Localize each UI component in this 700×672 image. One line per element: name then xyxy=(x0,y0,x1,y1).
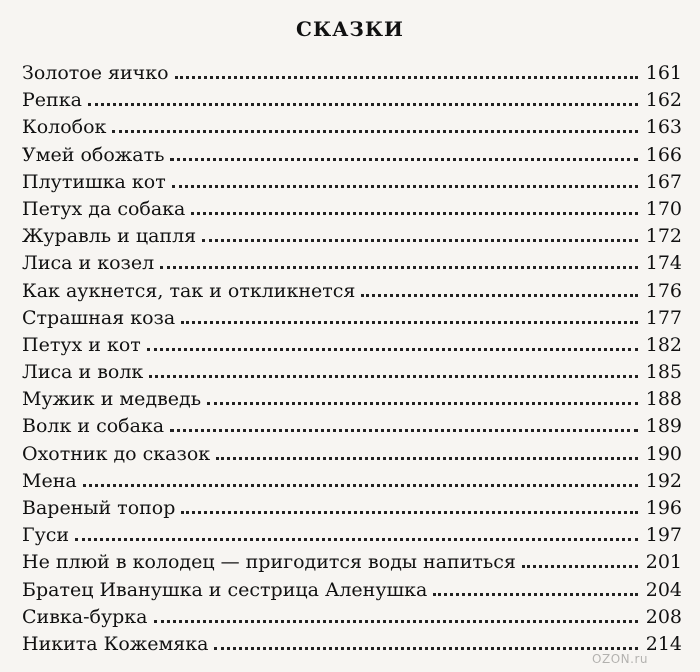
toc-entry-title: Вареный топор xyxy=(22,497,176,519)
toc-entry-page-number: 208 xyxy=(645,605,682,628)
toc-entry xyxy=(22,87,682,114)
toc-entry xyxy=(22,549,682,576)
toc-entry-page-number: 189 xyxy=(645,415,682,438)
dot-leader xyxy=(181,321,638,324)
dot-leader xyxy=(83,484,638,487)
dot-leader xyxy=(88,103,638,106)
toc-entry xyxy=(22,196,682,223)
toc-entry-page-number: 182 xyxy=(645,333,682,356)
toc-entry xyxy=(22,413,682,440)
toc-entry-page-number: 161 xyxy=(645,62,682,84)
toc-entry-page-number: 174 xyxy=(645,252,682,275)
section-title: СКАЗКИ xyxy=(296,17,404,41)
dot-leader xyxy=(170,158,637,161)
toc-entry xyxy=(22,359,682,386)
toc-entry-title: Золотое яичко xyxy=(22,62,169,84)
dot-leader xyxy=(75,538,638,541)
toc-entry-title: Волк и собака xyxy=(22,415,165,438)
toc-entry xyxy=(22,278,682,305)
watermark: OZON.ru xyxy=(592,652,648,666)
toc-entry-title: Не плюй в колодец — пригодится воды напиться xyxy=(22,551,516,574)
toc-entry-page-number: 214 xyxy=(645,632,682,655)
toc-entry-page-number: 201 xyxy=(645,551,682,574)
toc-entry-page-number: 204 xyxy=(645,578,682,601)
toc-entry-page-number: 167 xyxy=(645,170,682,193)
toc-entry xyxy=(22,577,682,604)
dot-leader xyxy=(361,294,637,297)
toc-entry-page-number: 197 xyxy=(645,524,682,547)
toc-entry-page-number: 190 xyxy=(645,442,682,465)
toc-entry-title: Страшная коза xyxy=(22,306,176,329)
toc-entry xyxy=(22,604,682,631)
dot-leader xyxy=(147,348,638,351)
toc-entry-title: Лиса и козел xyxy=(22,252,155,275)
dot-leader xyxy=(181,511,637,514)
toc-entry xyxy=(22,495,682,522)
toc-entry-title: Репка xyxy=(22,89,82,112)
toc-entry-title: Сивка-бурка xyxy=(22,605,148,628)
dot-leader xyxy=(170,429,638,432)
toc-entry-title: Журавль и цапля xyxy=(22,225,197,248)
toc-entry-page-number: 162 xyxy=(645,89,682,112)
toc-entry xyxy=(22,332,682,359)
toc-entry-title: Гуси xyxy=(22,524,70,547)
table-of-contents xyxy=(22,60,682,658)
toc-entry-page-number: 188 xyxy=(645,388,682,411)
dot-leader xyxy=(112,130,637,133)
dot-leader xyxy=(160,266,638,269)
dot-leader xyxy=(149,375,637,378)
toc-entry xyxy=(22,305,682,332)
toc-entry xyxy=(22,169,682,196)
toc-entry-title: Лиса и волк xyxy=(22,361,144,384)
dot-leader xyxy=(522,565,638,568)
toc-entry-page-number: 170 xyxy=(645,197,682,220)
toc-entry-title: Петух да собака xyxy=(22,197,186,220)
toc-entry xyxy=(22,142,682,169)
toc-entry xyxy=(22,114,682,141)
toc-entry xyxy=(22,223,682,250)
toc-entry-title: Колобок xyxy=(22,116,107,139)
dot-leader xyxy=(191,212,637,215)
toc-entry-title: Мужик и медведь xyxy=(22,388,202,411)
toc-entry xyxy=(22,468,682,495)
toc-entry xyxy=(22,250,682,277)
toc-entry-page-number: 163 xyxy=(645,116,682,139)
dot-leader xyxy=(175,76,638,79)
toc-entry-title: Мена xyxy=(22,469,77,492)
toc-entry-page-number: 192 xyxy=(645,469,682,492)
toc-entry-title: Никита Кожемяка xyxy=(22,632,209,655)
toc-entry xyxy=(22,631,682,658)
toc-entry-page-number: 185 xyxy=(645,361,682,384)
toc-entry-page-number: 177 xyxy=(645,306,682,329)
dot-leader xyxy=(154,620,638,623)
dot-leader xyxy=(207,402,638,405)
toc-entry-title: Плутишка кот xyxy=(22,170,166,193)
toc-entry-title: Как аукнется, так и откликнется xyxy=(22,279,356,302)
toc-entry-title: Умей обожать xyxy=(22,143,165,166)
toc-entry-title: Охотник до сказок xyxy=(22,442,211,465)
toc-entry xyxy=(22,441,682,468)
dot-leader xyxy=(216,457,638,460)
toc-entry-page-number: 176 xyxy=(645,279,682,302)
toc-entry-title: Петух и кот xyxy=(22,333,141,356)
dot-leader xyxy=(202,239,638,242)
dot-leader xyxy=(214,647,637,650)
dot-leader xyxy=(172,185,638,188)
toc-entry xyxy=(22,386,682,413)
dot-leader xyxy=(433,593,637,596)
toc-entry-page-number: 196 xyxy=(645,497,682,519)
toc-entry-title: Братец Иванушка и сестрица Аленушка xyxy=(22,578,428,601)
toc-entry xyxy=(22,522,682,549)
toc-entry-page-number: 166 xyxy=(645,143,682,166)
toc-entry-page-number: 172 xyxy=(645,225,682,248)
toc-entry xyxy=(22,60,682,87)
